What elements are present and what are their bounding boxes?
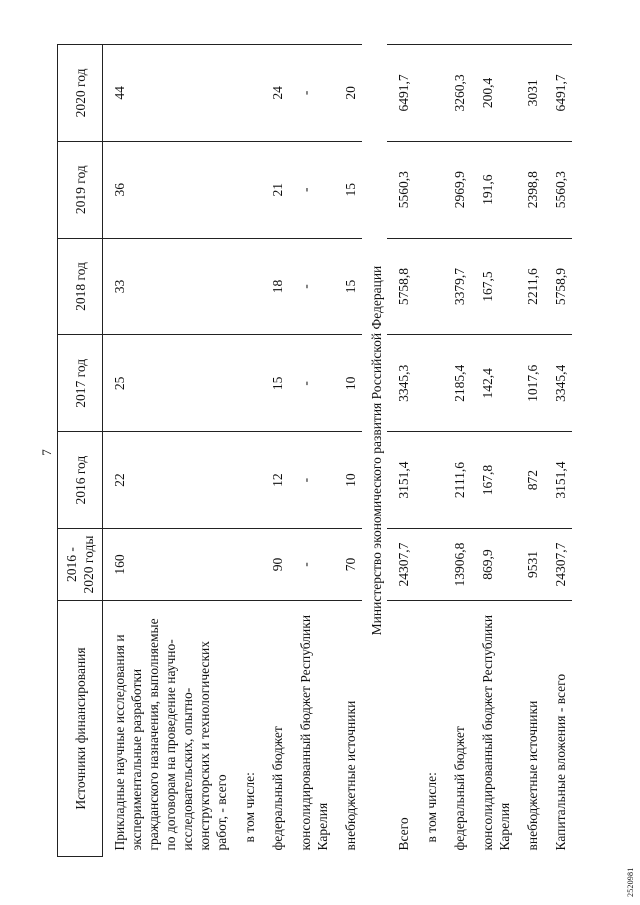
table-row [334,45,362,857]
cell-2017: 142,4 [471,335,516,432]
cell-2017: 1017,6 [516,335,544,432]
row-label: консолидированный бюджет Республики Карелия [298,614,330,851]
cell-2020: 3031 [516,45,544,142]
cell-2016: 2111,6 [443,432,471,529]
cell-2017: 2185,4 [443,335,471,432]
header-2017: 2017 год [58,335,103,432]
cell-2019: 2398,8 [516,141,544,238]
cell-2018: 33 [103,238,234,335]
table-row [516,45,544,857]
cell-2020: - [289,45,334,142]
document-code: 2520981 [626,867,635,897]
section-row [362,45,387,857]
cell-2018: 5758,8 [387,238,415,335]
cell-2016: 167,8 [471,432,516,529]
cell-2016: - [289,432,334,529]
header-total-period-line1: 2016 - [64,547,79,582]
cell-2020 [233,45,261,142]
cell-2018: 3379,7 [443,238,471,335]
cell-2019: 21 [261,141,289,238]
row-label: в том числе: [242,772,257,843]
cell-2018: 167,5 [471,238,516,335]
cell-2019: - [289,141,334,238]
cell-2016: 872 [516,432,544,529]
cell-2019 [233,141,261,238]
header-total-period [58,529,103,601]
cell-total [415,529,443,601]
cell-2019: 15 [334,141,362,238]
cell-2020: 6491,7 [544,45,572,142]
cell-total: 160 [103,529,234,601]
cell-2019 [415,141,443,238]
cell-2017 [233,335,261,432]
cell-2018: 15 [334,238,362,335]
cell-2020: 24 [261,45,289,142]
page-number: 7 [39,449,54,456]
cell-2020: 20 [334,45,362,142]
cell-2016: 10 [334,432,362,529]
table-row [289,45,334,857]
cell-2018 [415,238,443,335]
table-row [103,45,234,857]
table-row [387,45,415,857]
table-row [415,45,443,857]
cell-total: 13906,8 [443,529,471,601]
cell-2017: 15 [261,335,289,432]
cell-total: 9531 [516,529,544,601]
cell-2020 [415,45,443,142]
table-row [261,45,289,857]
row-label: Всего [396,817,411,851]
header-2019: 2019 год [58,141,103,238]
cell-2019: 36 [103,141,234,238]
table-row [471,45,516,857]
cell-2017: 3345,3 [387,335,415,432]
table-row [443,45,471,857]
row-label: федеральный бюджет [270,726,285,851]
cell-2017: - [289,335,334,432]
cell-2017: 25 [103,335,234,432]
cell-total: 24307,7 [387,529,415,601]
cell-2020: 3260,3 [443,45,471,142]
cell-2017: 10 [334,335,362,432]
cell-2020: 6491,7 [387,45,415,142]
row-label: внебюджетные источники [343,700,358,851]
cell-2019: 191,6 [471,141,516,238]
cell-2019: 5560,3 [387,141,415,238]
header-2018: 2018 год [58,238,103,335]
table-header-row [58,45,103,857]
row-label: консолидированный бюджет Республики Карелия [480,614,512,851]
cell-total: - [289,529,334,601]
row-label: в том числе: [424,772,439,843]
row-label: внебюджетные источники [525,700,540,851]
row-label: федеральный бюджет [452,726,467,851]
cell-2016: 3151,4 [544,432,572,529]
cell-2019: 5560,3 [544,141,572,238]
cell-2020: 44 [103,45,234,142]
cell-2018: 5758,9 [544,238,572,335]
cell-total: 24307,7 [544,529,572,601]
cell-2016 [415,432,443,529]
cell-2017 [415,335,443,432]
cell-2016 [233,432,261,529]
cell-2016: 22 [103,432,234,529]
cell-total: 869,9 [471,529,516,601]
cell-2016: 12 [261,432,289,529]
row-label: Капитальные вложения - всего [553,673,568,851]
table-row [233,45,261,857]
cell-2016: 3151,4 [387,432,415,529]
cell-2020: 200,4 [471,45,516,142]
table-row [544,45,572,857]
header-2016: 2016 год [58,432,103,529]
header-total-period-line2: 2020 годы [81,535,96,594]
section-title: Министерство экономического развития Российской Федерации [369,265,384,636]
financing-table [57,44,572,857]
cell-2018: 2211,6 [516,238,544,335]
cell-total [233,529,261,601]
cell-2019: 2969,9 [443,141,471,238]
cell-2018: 18 [261,238,289,335]
cell-total: 70 [334,529,362,601]
cell-2018 [233,238,261,335]
header-sources: Источники финансирования [58,601,103,857]
cell-2018: - [289,238,334,335]
header-2020: 2020 год [58,45,103,142]
cell-total: 90 [261,529,289,601]
cell-2017: 3345,4 [544,335,572,432]
row-label: Прикладные научные исследования и экспериментальные разработки гражданского назначения, выполняемые по договорам на проведение научно-исследовательских, опытно-конструкторских и технологических работ, - всего [112,618,229,851]
